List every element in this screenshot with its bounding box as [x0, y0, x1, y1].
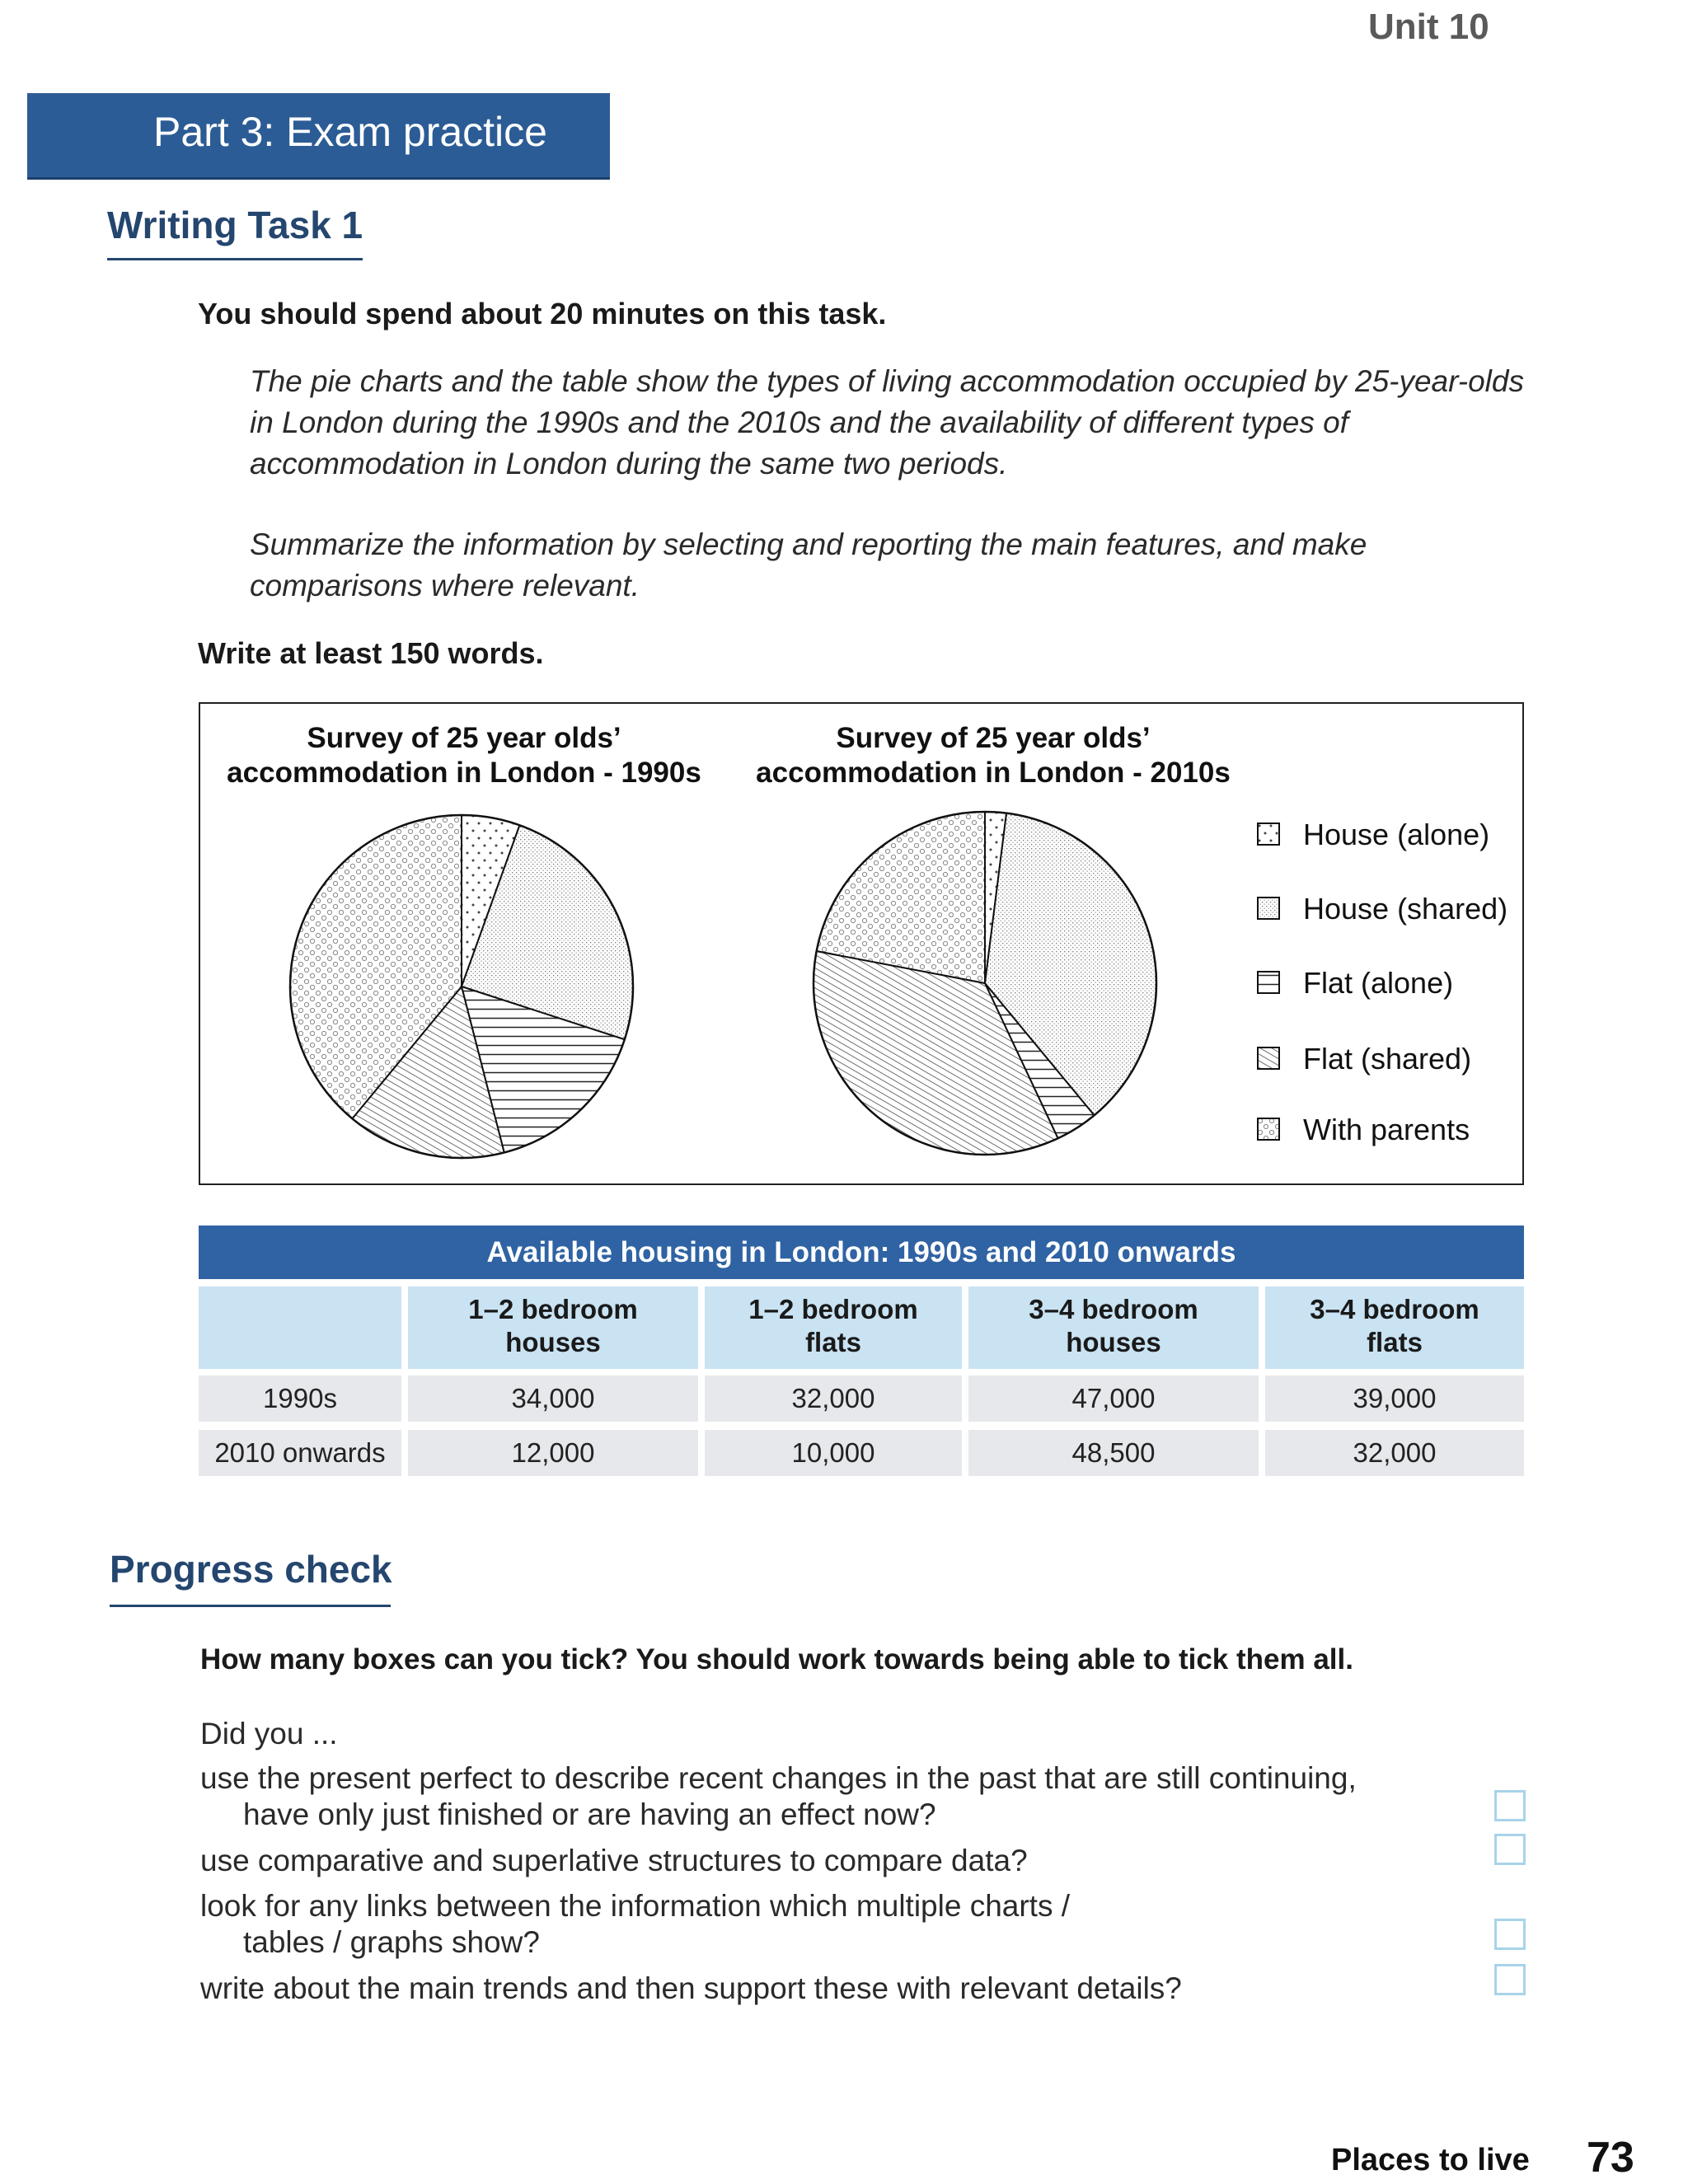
legend-swatch-house-alone: [1257, 823, 1280, 846]
progress-item: [200, 1888, 1070, 1961]
tick-box-2[interactable]: [1494, 1834, 1526, 1865]
progress-item-line: use comparative and superlative structures to compare data?: [200, 1844, 1028, 1877]
table-cell: 34,000: [408, 1376, 698, 1422]
tick-box-3[interactable]: [1494, 1919, 1526, 1950]
legend-swatch-with-parents: [1257, 1118, 1280, 1141]
legend-label: House (shared): [1303, 892, 1508, 926]
legend-label: With parents: [1303, 1113, 1470, 1146]
legend-label: Flat (alone): [1303, 966, 1454, 1000]
legend-label: Flat (shared): [1303, 1042, 1472, 1076]
task-summary-prompt: Summarize the information by selecting and reporting the main features, and make comparisons where relevant.: [250, 527, 1367, 602]
progress-item: [200, 1971, 1182, 2007]
pie-2010s-title-line1: Survey of 25 year olds’: [836, 722, 1151, 754]
legend-flat-shared: [1257, 1042, 1529, 1075]
time-instruction: You should spend about 20 minutes on this task.: [198, 297, 887, 330]
progress-item-line: write about the main trends and then support these with relevant details?: [200, 1971, 1182, 2005]
tick-box-1[interactable]: [1494, 1790, 1526, 1821]
progress-item-line: look for any links between the information which multiple charts /: [200, 1889, 1071, 1923]
header-line: houses: [1066, 1327, 1161, 1357]
header-line: flats: [805, 1327, 861, 1357]
header-line: 1–2 bedroom: [468, 1294, 638, 1324]
table-cell: 48,500: [968, 1430, 1259, 1476]
header-line: 1–2 bedroom: [748, 1294, 918, 1324]
pie-1990s-title-line2: accommodation in London - 1990s: [227, 757, 701, 789]
pie-2010s-title-line2: accommodation in London - 2010s: [756, 757, 1231, 789]
legend-house-shared: [1257, 892, 1529, 925]
progress-check-heading: Progress check: [110, 1548, 392, 1591]
part-title: Part 3: Exam practice: [153, 109, 547, 155]
table-cell: 12,000: [408, 1430, 698, 1476]
page-number: 73: [1587, 2134, 1634, 2182]
legend-swatch-flat-shared: [1257, 1047, 1280, 1070]
progress-item-line: tables / graphs show?: [243, 1925, 540, 1959]
table-cell: 32,000: [705, 1376, 962, 1422]
header-line: houses: [505, 1327, 601, 1357]
legend-house-alone: [1257, 818, 1529, 851]
progress-check-rule: [110, 1605, 391, 1607]
pie-1990s-title-line1: Survey of 25 year olds’: [307, 722, 621, 754]
table-corner-cell: [199, 1286, 401, 1369]
header-line: 3–4 bedroom: [1029, 1294, 1198, 1324]
tick-box-4[interactable]: [1494, 1964, 1526, 1995]
progress-item: [200, 1760, 1357, 1833]
pie-chart-1990s: [280, 805, 643, 1168]
legend-label: House (alone): [1303, 818, 1490, 851]
progress-item-line: have only just finished or are having an effect now?: [243, 1797, 936, 1831]
unit-label: Unit 10: [1368, 7, 1489, 47]
table-title: Available housing in London: 1990s and 2010 onwards: [199, 1226, 1524, 1279]
table-header-cell: [705, 1286, 962, 1369]
part-banner: [27, 93, 610, 177]
word-instruction: Write at least 150 words.: [198, 636, 544, 670]
legend-with-parents: [1257, 1113, 1529, 1146]
writing-task-heading: Writing Task 1: [107, 204, 363, 246]
table-cell: 47,000: [968, 1376, 1259, 1422]
legend-swatch-flat-alone: [1257, 971, 1280, 994]
pie-2010s-title: [738, 721, 1249, 790]
writing-task-rule: [107, 258, 363, 260]
task-prompt: The pie charts and the table show the types of living accommodation occupied by 25-year-olds in London during the 1990s and the 2010s and the availability of different types of accommodation in London during the same two periods.: [250, 364, 1524, 480]
table-header-cell: [408, 1286, 698, 1369]
header-line: flats: [1367, 1327, 1423, 1357]
footer-chapter-label: Places to live: [1331, 2143, 1530, 2177]
legend-flat-alone: [1257, 966, 1529, 999]
progress-intro: How many boxes can you tick? You should work towards being able to tick them all.: [200, 1643, 1353, 1675]
table-cell: 32,000: [1265, 1430, 1524, 1476]
pie-1990s-title: [213, 721, 715, 790]
header-line: 3–4 bedroom: [1310, 1294, 1479, 1324]
legend-swatch-house-shared: [1257, 897, 1280, 920]
pie-chart-2010s: [804, 802, 1166, 1165]
progress-lead: Did you ...: [200, 1717, 338, 1750]
table-row-label: 1990s: [199, 1376, 401, 1422]
table-row-label: 2010 onwards: [199, 1430, 401, 1476]
progress-item-line: use the present perfect to describe recent changes in the past that are still continuing,: [200, 1761, 1357, 1795]
table-header-cell: [1265, 1286, 1524, 1369]
progress-item: [200, 1843, 1028, 1879]
table-cell: 39,000: [1265, 1376, 1524, 1422]
table-header-cell: [968, 1286, 1259, 1369]
table-cell: 10,000: [705, 1430, 962, 1476]
